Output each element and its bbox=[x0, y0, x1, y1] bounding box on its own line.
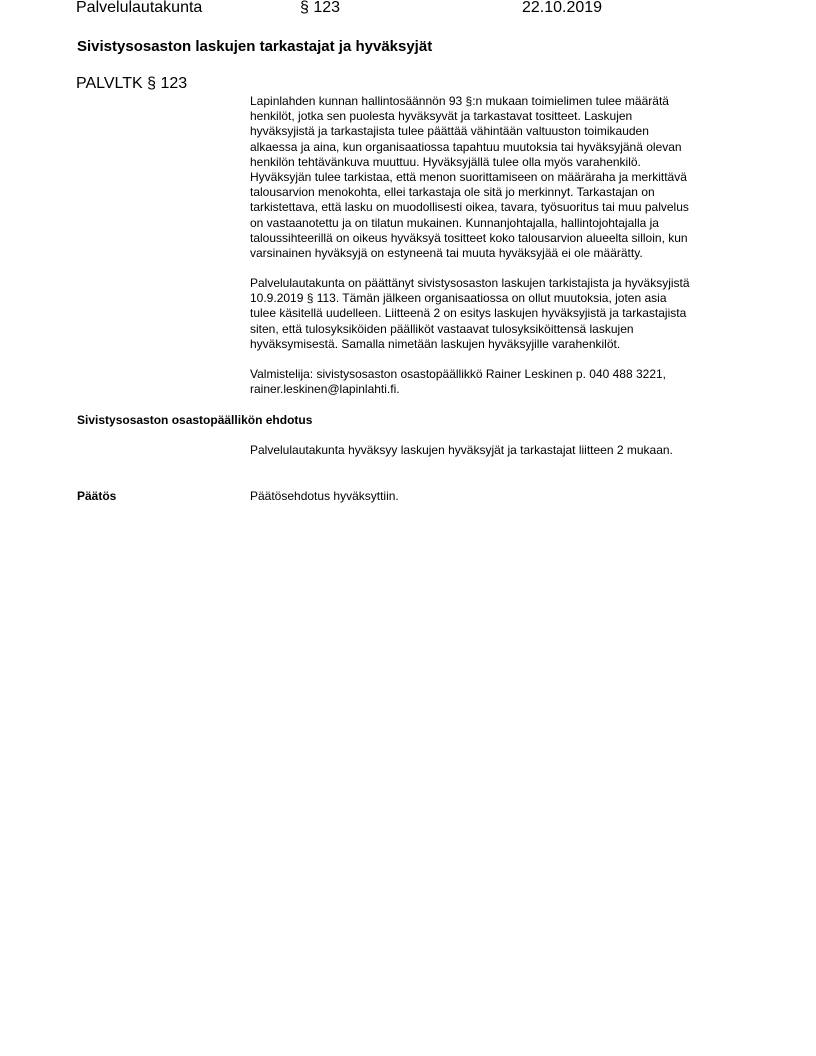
text-line: Palvelulautakunta on päättänyt sivistysosaston laskujen tarkistajista ja hyväksyjistä bbox=[250, 276, 690, 290]
text-line: hyväksymisestä. Samalla nimetään laskujen hyväksyjille varahenkilöt. bbox=[250, 336, 621, 351]
text-line: talousarvion menokohta, ellei tarkastaja ole sitä jo merkinnyt. Tarkastajan on bbox=[250, 185, 655, 200]
meeting-date: 22.10.2019 bbox=[522, 0, 603, 16]
text-line: Palvelulautakunta hyväksyy laskujen hyväksyjät ja tarkastajat liitteen 2 mukaan. bbox=[250, 443, 673, 457]
decision-label: Päätös bbox=[77, 489, 117, 503]
text-line: taloussihteerillä on oikeus hyväksyä tositteet koko talousarvion alueelta silloin, kun bbox=[250, 230, 688, 245]
proposal-text bbox=[250, 443, 740, 458]
text-line: on vastaanotettu ja on tilatun mukainen. Kunnanjohtajalla, hallintojohtajalla ja bbox=[250, 215, 659, 230]
text-line: henkilön tehtävänkuva muuttuu. Hyväksyjällä tulee olla myös varahenkilö. bbox=[250, 154, 641, 169]
text-line: 10.9.2019 § 113. Tämän jälkeen organisaatiossa on ollut muutoksia, joten asia bbox=[250, 291, 667, 306]
text-line: Hyväksyjän tulee tarkistaa, että menon suorittamiseen on määräraha ja merkittävä bbox=[250, 170, 687, 185]
body-paragraph-2 bbox=[250, 276, 740, 352]
decision-text bbox=[250, 489, 740, 504]
section-number: § 123 bbox=[300, 0, 341, 16]
text-line: tulee käsitellä uudelleen. Liitteenä 2 on esitys laskujen hyväksyjistä ja tarkastajista bbox=[250, 306, 687, 321]
text-line: varsinainen hyväksyjä on estyneenä tai muuta hyväksyjää ei ole määrätty. bbox=[250, 246, 643, 261]
preparer-info bbox=[250, 367, 740, 397]
text-line: rainer.leskinen@lapinlahti.fi. bbox=[250, 382, 400, 397]
text-line: alkaessa ja aina, kun organisaatiossa tapahtuu muutoksia tai hyväksyjänä olevan bbox=[250, 139, 682, 154]
text-line: Valmistelija: sivistysosaston osastopäällikkö Rainer Leskinen p. 040 488 3221, bbox=[250, 367, 667, 381]
proposal-label: Sivistysosaston osastopäällikön ehdotus bbox=[77, 413, 313, 427]
text-line: Lapinlahden kunnan hallintosäännön 93 §:n mukaan toimielimen tulee määrätä bbox=[250, 94, 669, 108]
organ-name: Palvelulautakunta bbox=[76, 0, 203, 16]
body-paragraph-1 bbox=[250, 94, 740, 261]
section-id: PALVLTK § 123 bbox=[76, 75, 188, 92]
text-line: Päätösehdotus hyväksyttiin. bbox=[250, 489, 399, 503]
text-line: hyväksyjistä ja tarkastajista tulee päättää vähintään valtuuston toimikauden bbox=[250, 124, 649, 139]
page-title: Sivistysosaston laskujen tarkastajat ja hyväksyjät bbox=[77, 38, 433, 55]
text-line: henkilöt, jotka sen puolesta hyväksyvät ja tarkastavat tositteet. Laskujen bbox=[250, 109, 633, 124]
text-line: siten, että tulosyksiköiden päälliköt vastaavat tulosyksiköittensä laskujen bbox=[250, 321, 634, 336]
text-line: tarkistettava, että lasku on muodollisesti oikea, tavara, työsuoritus tai muu palvelus bbox=[250, 200, 689, 215]
